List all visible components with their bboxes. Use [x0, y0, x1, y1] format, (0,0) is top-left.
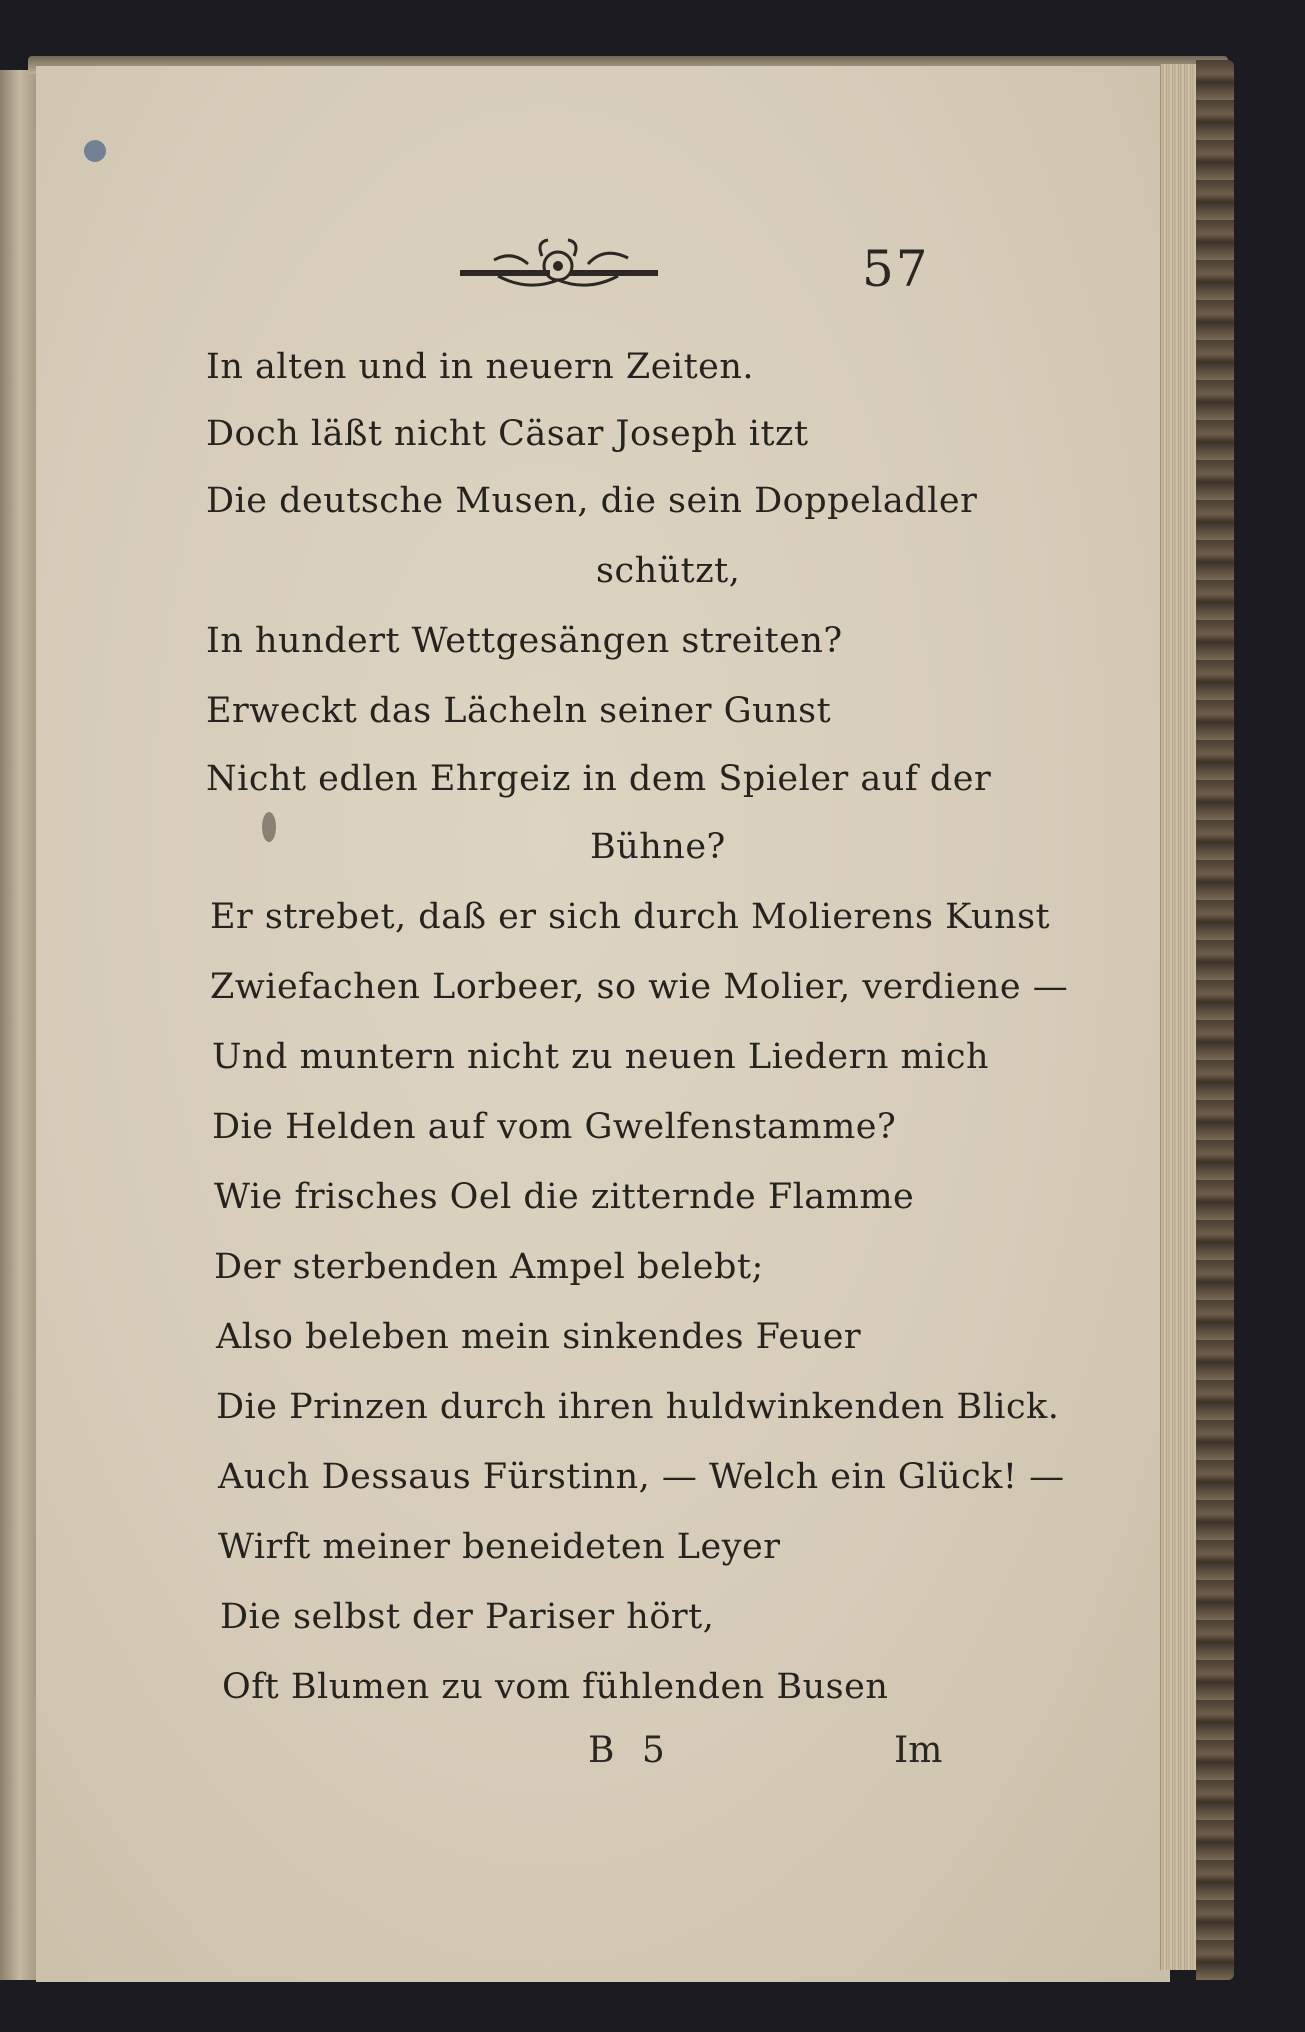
catchword: Im	[894, 1730, 943, 1771]
verse-line: Also beleben mein sinkendes Feuer	[216, 1317, 862, 1357]
signature-mark: B 5	[588, 1730, 673, 1771]
verse-line: Wie frisches Oel die zitternde Flamme	[214, 1177, 915, 1217]
verse-line: Die Prinzen durch ihren huldwinkenden Blick.	[216, 1387, 1060, 1427]
verse-line: schützt,	[596, 551, 741, 591]
page-number: 57	[862, 240, 930, 298]
verse-line: Und muntern nicht zu neuen Liedern mich	[212, 1037, 990, 1077]
verse-line: Doch läßt nicht Cäsar Joseph itzt	[206, 414, 809, 454]
ink-spot	[84, 140, 106, 162]
verse-line: Oft Blumen zu vom fühlenden Busen	[222, 1667, 889, 1707]
verse-line: Auch Dessaus Fürstinn, — Welch ein Glück! —	[218, 1457, 1065, 1497]
verse-line: Er strebet, daß er sich durch Molierens Kunst	[210, 897, 1051, 937]
page-fore-edge	[1160, 64, 1197, 1970]
verse-line: Wirft meiner beneideten Leyer	[218, 1527, 781, 1567]
left-page-edge	[0, 70, 38, 1980]
verse-line: Erweckt das Lächeln seiner Gunst	[206, 691, 832, 731]
verse-line: In hundert Wettgesängen streiten?	[206, 621, 843, 661]
verse-line: Die Helden auf vom Gwelfenstamme?	[212, 1107, 897, 1147]
verse-line: Nicht edlen Ehrgeiz in dem Spieler auf der	[206, 759, 992, 799]
verse-line: Bühne?	[590, 827, 726, 867]
verse-line: In alten und in neuern Zeiten.	[206, 347, 755, 387]
verse-line: Die selbst der Pariser hört,	[220, 1597, 715, 1637]
verse-line: Die deutsche Musen, die sein Doppeladler	[206, 481, 978, 521]
verse-line: Zwiefachen Lorbeer, so wie Molier, verdiene —	[210, 967, 1069, 1007]
cover-edge	[1196, 60, 1234, 1980]
verse-line: Der sterbenden Ampel belebt;	[214, 1247, 764, 1287]
decorative-ornament-icon	[458, 236, 660, 308]
ink-spot	[262, 812, 276, 842]
